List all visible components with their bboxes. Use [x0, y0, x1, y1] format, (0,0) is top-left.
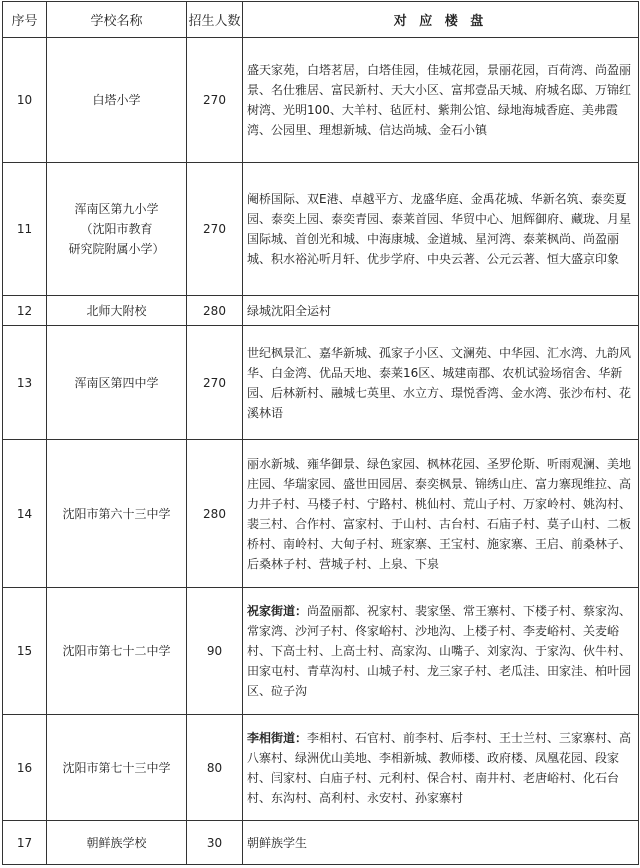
school-name-line: 浑南区第九小学 [74, 202, 159, 216]
row-number: 11 [3, 163, 47, 296]
row-number: 17 [3, 821, 47, 865]
school-name [47, 296, 187, 326]
estate-names: 绿城沈阳全运村 [247, 303, 332, 318]
estate-names: 李相村、石官村、前李村、后李村、王士兰村、三家寨村、高八寨村、绿洲优山美地、李相新城、教师楼、政府楼、凤凰花园、段家村、闫家村、白庙子村、元利村、保合村、南井村、老唐峪村、化石台村、东沟村、高利村、永安村、孙家寨村 [247, 730, 632, 805]
table-row [3, 296, 639, 326]
school-name-line: 沈阳市第六十三中学 [62, 506, 171, 521]
table-header-row [3, 2, 639, 38]
table-row [3, 440, 639, 588]
table-row [3, 326, 639, 440]
row-number: 12 [3, 296, 47, 326]
enrollment-count: 270 [187, 38, 243, 163]
estate-list [243, 38, 639, 163]
school-name [47, 38, 187, 163]
estate-list [243, 588, 639, 715]
district-label: 祝家街道： [247, 604, 308, 618]
row-number: 15 [3, 588, 47, 715]
estate-names: 丽水新城、雍华御景、绿色家园、枫林花园、圣罗伦斯、听雨观澜、美地庄园、华瑞家园、盛世田园居、泰奕枫景、锦绣山庄、富力寨现维拉、高力井子村、马楼子村、宁路村、桃仙村、荒山子村、万家岭村、姚沟村、裴三村、合作村、富家村、于山村、古台村、石庙子村、莫子山村、二板桥村、南岭村、大甸子村、班家寨、王宝村、施家寨、王启、前桑林子、后桑林子村、营城子村、上泉、下泉 [247, 456, 632, 571]
table-row [3, 38, 639, 163]
estate-list [243, 296, 639, 326]
row-number: 10 [3, 38, 47, 163]
row-number: 14 [3, 440, 47, 588]
enrollment-count: 270 [187, 326, 243, 440]
school-name-line: 北师大附校 [86, 303, 147, 318]
estate-list [243, 715, 639, 821]
table-row [3, 588, 639, 715]
enrollment-count: 90 [187, 588, 243, 715]
enrollment-count: 270 [187, 163, 243, 296]
estate-list [243, 440, 639, 588]
district-label: 李相街道： [247, 730, 308, 745]
school-name [47, 715, 187, 821]
header-count: 招生人数 [187, 2, 243, 38]
school-name [47, 821, 187, 865]
estate-names: 世纪枫景汇、嘉华新城、孤家子小区、文澜苑、中华园、汇水湾、九韵风华、白金湾、优品天地、泰莱16区、城建南郡、农机试验场宿舍、华新园、后林新村、融城七英里、水立方、璟悦香湾、金水湾、张沙布村、花溪林语 [247, 345, 632, 420]
estate-list [243, 326, 639, 440]
estate-names: 朝鲜族学生 [247, 835, 308, 850]
school-name [47, 326, 187, 440]
school-name [47, 588, 187, 715]
row-number: 13 [3, 326, 47, 440]
header-no: 序号 [3, 2, 47, 38]
enrollment-count: 280 [187, 296, 243, 326]
estate-list [243, 163, 639, 296]
estate-list [243, 821, 639, 865]
estate-names: 阉桥国际、双E港、卓越平方、龙盛华庭、金禹花城、华新名筑、泰奕夏园、泰奕上园、泰奕青园、泰莱首园、华贸中心、旭辉御府、藏珑、月星国际城、首创光和城、中海康城、金道城、星河湾、泰莱枫尚、尚盈丽城、积水裕沁听月轩、优步学府、中央云著、公元云著、恒大盛京印象 [247, 192, 632, 266]
header-school: 学校名称 [47, 2, 187, 38]
school-name-line: 沈阳市第七十二中学 [62, 644, 171, 658]
school-name-line: （沈阳市教育 [80, 222, 153, 236]
enrollment-count: 30 [187, 821, 243, 865]
school-name-line: 朝鲜族学校 [86, 835, 147, 850]
school-name [47, 440, 187, 588]
row-number: 16 [3, 715, 47, 821]
table-row [3, 163, 639, 296]
school-name-line: 浑南区第四中学 [74, 375, 159, 390]
table-row [3, 715, 639, 821]
header-estates: 对 应 楼 盘 [243, 2, 639, 38]
school-name [47, 163, 187, 296]
school-name-line: 沈阳市第七十三中学 [62, 760, 171, 775]
enrollment-table [2, 1, 639, 865]
school-name-line: 白塔小学 [92, 93, 141, 107]
estate-names: 盛天家苑，白塔茗居，白塔佳园，佳城花园，景丽花园，百荷湾、尚盈丽景、名仕雅居、富民新村、天大小区、富邦壹品天城、府城名邸、万锦红树湾、光明100、大羊村、毡匠村、紫荆公馆、绿地海城香庭、美弗霞湾、公园里、理想新城、信达尚城、金石小镇 [247, 63, 632, 137]
enrollment-count: 280 [187, 440, 243, 588]
enrollment-count: 80 [187, 715, 243, 821]
estate-names: 尚盈丽都、祝家村、裴家堡、常王寨村、下楼子村、蔡家沟、常家湾、沙河子村、佟家峪村、沙地沟、上楼子村、李麦峪村、关麦峪村、下高士村、上高士村、高家沟、山嘴子、刘家沟、于家沟、伙牛村、田家屯村、青草沟村、山城子村、龙三家子村、老瓜洼、田家洼、柏叶园区、砬子沟 [247, 604, 632, 698]
school-name-line: 研究院附属小学） [68, 242, 165, 256]
table-row [3, 821, 639, 865]
